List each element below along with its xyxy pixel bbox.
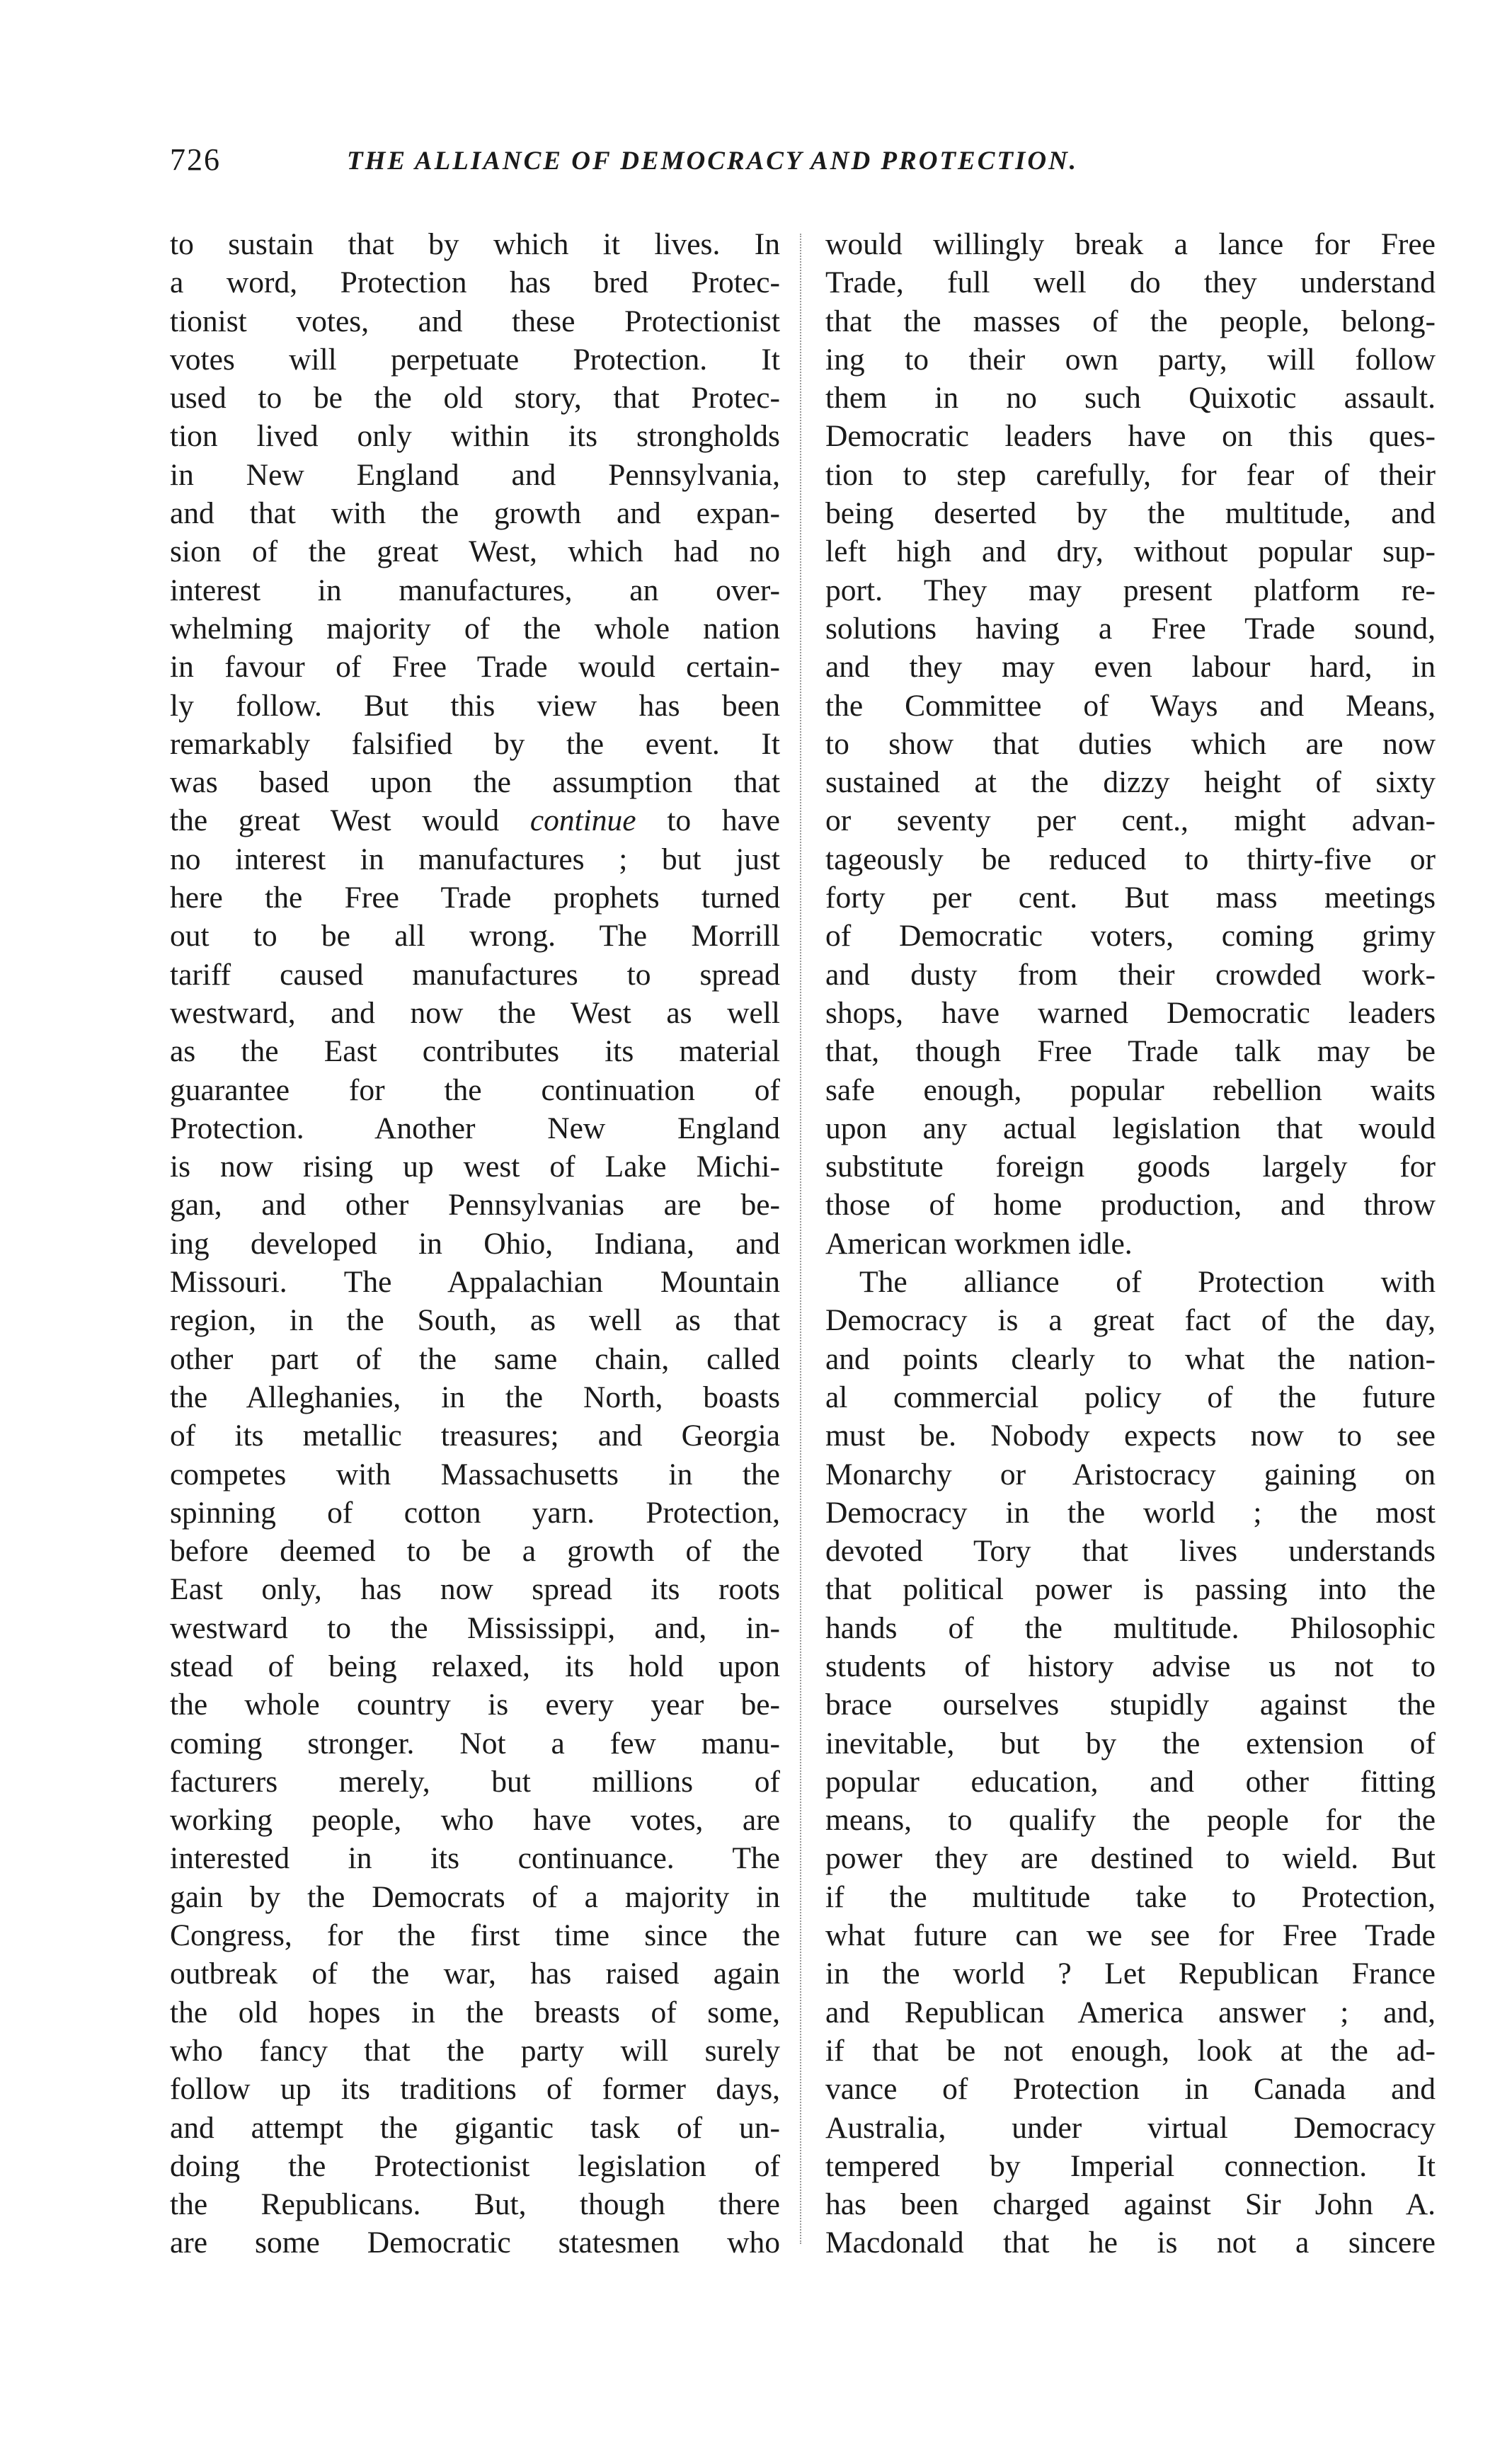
text-line: in favour of Free Trade would certain- [170, 650, 780, 685]
running-title: THE ALLIANCE OF DEMOCRACY AND PROTECTION. [347, 147, 1079, 176]
text-line: tion lived only within its strongholds [170, 419, 780, 454]
text-line: stead of being relaxed, its hold upon [170, 1649, 780, 1683]
text-line: doing the Protectionist legislation of [170, 2148, 780, 2183]
text-line: those of home production, and throw [825, 1188, 1436, 1223]
text-line: means, to qualify the people for the [825, 1803, 1436, 1838]
text-line: tariff caused manufactures to spread [170, 957, 780, 992]
text-line: Protection. Another New England [170, 1111, 780, 1145]
text-line: region, in the South, as well as that [170, 1303, 780, 1338]
left-text-column [170, 225, 780, 2262]
text-line: Democracy is a great fact of the day, [825, 1303, 1436, 1338]
text-line: inevitable, but by the extension of [825, 1726, 1436, 1760]
text-line: tempered by Imperial connection. It [825, 2148, 1436, 2183]
text-line: votes will perpetuate Protection. It [170, 342, 780, 377]
text-line: would willingly break a lance for Free [825, 227, 1436, 261]
text-line: spinning of cotton yarn. Protection, [170, 1495, 780, 1530]
text-line: substitute foreign goods largely for [825, 1150, 1436, 1184]
text-line: and points clearly to what the nation- [825, 1341, 1436, 1376]
text-line: competes with Massachusetts in the [170, 1457, 780, 1491]
text-line: other part of the same chain, called [170, 1341, 780, 1376]
text-line: guarantee for the continuation of [170, 1072, 780, 1107]
text-line: that the masses of the people, belong- [825, 304, 1436, 338]
text-line: out to be all wrong. The Morrill [170, 919, 780, 954]
text-line: outbreak of the war, has raised again [170, 1957, 780, 1991]
text-line: facturers merely, but millions of [170, 1764, 780, 1799]
text-line: Democracy in the world ; the most [825, 1495, 1436, 1530]
text-line: the Committee of Ways and Means, [825, 688, 1436, 723]
text-line: must be. Nobody expects now to see [825, 1419, 1436, 1453]
text-line: upon any actual legislation that would [825, 1111, 1436, 1145]
text-line: tageously be reduced to thirty-five or [825, 842, 1436, 876]
text-line: Missouri. The Appalachian Mountain [170, 1265, 780, 1300]
text-line: are some Democratic statesmen who [170, 2226, 780, 2260]
text-line: the great West would continue to have [170, 803, 780, 838]
text-line: westward, and now the West as well [170, 995, 780, 1030]
text-line: or seventy per cent., might advan- [825, 803, 1436, 838]
text-line: is now rising up west of Lake Michi- [170, 1150, 780, 1184]
page-number: 726 [170, 142, 221, 177]
text-line: Macdonald that he is not a sincere [825, 2226, 1436, 2260]
text-line: ly follow. But this view has been [170, 688, 780, 723]
text-line: no interest in manufactures ; but just [170, 842, 780, 876]
text-line: ing developed in Ohio, Indiana, and [170, 1226, 780, 1261]
text-line: ing to their own party, will follow [825, 342, 1436, 377]
text-line: was based upon the assumption that [170, 765, 780, 800]
text-line: popular education, and other fitting [825, 1764, 1436, 1799]
text-line: and dusty from their crowded work- [825, 957, 1436, 992]
text-line: as the East contributes its material [170, 1034, 780, 1069]
text-line: the Republicans. But, though there [170, 2187, 780, 2222]
text-line: interested in its continuance. The [170, 1841, 780, 1876]
text-line: in New England and Pennsylvania, [170, 457, 780, 492]
text-line: sustained at the dizzy height of sixty [825, 765, 1436, 800]
text-line: left high and dry, without popular sup- [825, 534, 1436, 569]
text-line: of its metallic treasures; and Georgia [170, 1419, 780, 1453]
text-line: Democratic leaders have on this ques- [825, 419, 1436, 454]
italic-emphasis: continue [529, 803, 636, 838]
text-line: and Republican America answer ; and, [825, 1995, 1436, 2029]
text-line: tion to step carefully, for fear of their [825, 457, 1436, 492]
text-line: brace ourselves stupidly against the [825, 1688, 1436, 1722]
text-line: has been charged against Sir John A. [825, 2187, 1436, 2222]
text-line: if that be not enough, look at the ad- [825, 2033, 1436, 2068]
text-line: to show that duties which are now [825, 726, 1436, 761]
text-line: who fancy that the party will surely [170, 2033, 780, 2068]
text-line: westward to the Mississippi, and, in- [170, 1610, 780, 1645]
text-line: devoted Tory that lives understands [825, 1534, 1436, 1569]
text-line: the Alleghanies, in the North, boasts [170, 1380, 780, 1414]
text-line: a word, Protection has bred Protec- [170, 265, 780, 300]
text-line: the old hopes in the breasts of some, [170, 1995, 780, 2029]
text-line: The alliance of Protection with [859, 1265, 1436, 1300]
text-line: interest in manufactures, an over- [170, 573, 780, 607]
text-line: safe enough, popular rebellion waits [825, 1072, 1436, 1107]
text-line: solutions having a Free Trade sound, [825, 611, 1436, 646]
text-line: Monarchy or Aristocracy gaining on [825, 1457, 1436, 1491]
column-divider [800, 234, 801, 2244]
text-line: Trade, full well do they understand [825, 265, 1436, 300]
text-line: vance of Protection in Canada and [825, 2072, 1436, 2107]
text-line: follow up its traditions of former days, [170, 2072, 780, 2107]
text-line: East only, has now spread its roots [170, 1572, 780, 1607]
text-line: American workmen idle. [825, 1226, 1133, 1261]
text-line: forty per cent. But mass meetings [825, 881, 1436, 915]
text-line: in the world ? Let Republican France [825, 1957, 1436, 1991]
text-line: gain by the Democrats of a majority in [170, 1879, 780, 1914]
text-line: being deserted by the multitude, and [825, 496, 1436, 531]
text-line: Congress, for the first time since the [170, 1918, 780, 1953]
text-line: hands of the multitude. Philosophic [825, 1610, 1436, 1645]
text-line: students of history advise us not to [825, 1649, 1436, 1683]
page-header [170, 142, 1430, 191]
text-line: of Democratic voters, coming grimy [825, 919, 1436, 954]
text-line: used to be the old story, that Protec- [170, 381, 780, 416]
text-line: what future can we see for Free Trade [825, 1918, 1436, 1953]
text-line: if the multitude take to Protection, [825, 1879, 1436, 1914]
text-line: port. They may present platform re- [825, 573, 1436, 607]
text-line: here the Free Trade prophets turned [170, 881, 780, 915]
text-line: gan, and other Pennsylvanias are be- [170, 1188, 780, 1223]
text-line: whelming majority of the whole nation [170, 611, 780, 646]
text-line: tionist votes, and these Protectionist [170, 304, 780, 338]
text-line: to sustain that by which it lives. In [170, 227, 780, 261]
text-line: before deemed to be a growth of the [170, 1534, 780, 1569]
text-line: sion of the great West, which had no [170, 534, 780, 569]
text-line: remarkably falsified by the event. It [170, 726, 780, 761]
text-line: Australia, under virtual Democracy [825, 2110, 1436, 2145]
text-line: them in no such Quixotic assault. [825, 381, 1436, 416]
text-line: coming stronger. Not a few manu- [170, 1726, 780, 1760]
text-line: and attempt the gigantic task of un- [170, 2110, 780, 2145]
text-line: working people, who have votes, are [170, 1803, 780, 1838]
text-line: the whole country is every year be- [170, 1688, 780, 1722]
text-line: and that with the growth and expan- [170, 496, 780, 531]
text-line: that, though Free Trade talk may be [825, 1034, 1436, 1069]
text-line: shops, have warned Democratic leaders [825, 995, 1436, 1030]
text-line: al commercial policy of the future [825, 1380, 1436, 1414]
text-line: and they may even labour hard, in [825, 650, 1436, 685]
text-line: power they are destined to wield. But [825, 1841, 1436, 1876]
text-line: that political power is passing into the [825, 1572, 1436, 1607]
right-text-column [825, 225, 1436, 2262]
